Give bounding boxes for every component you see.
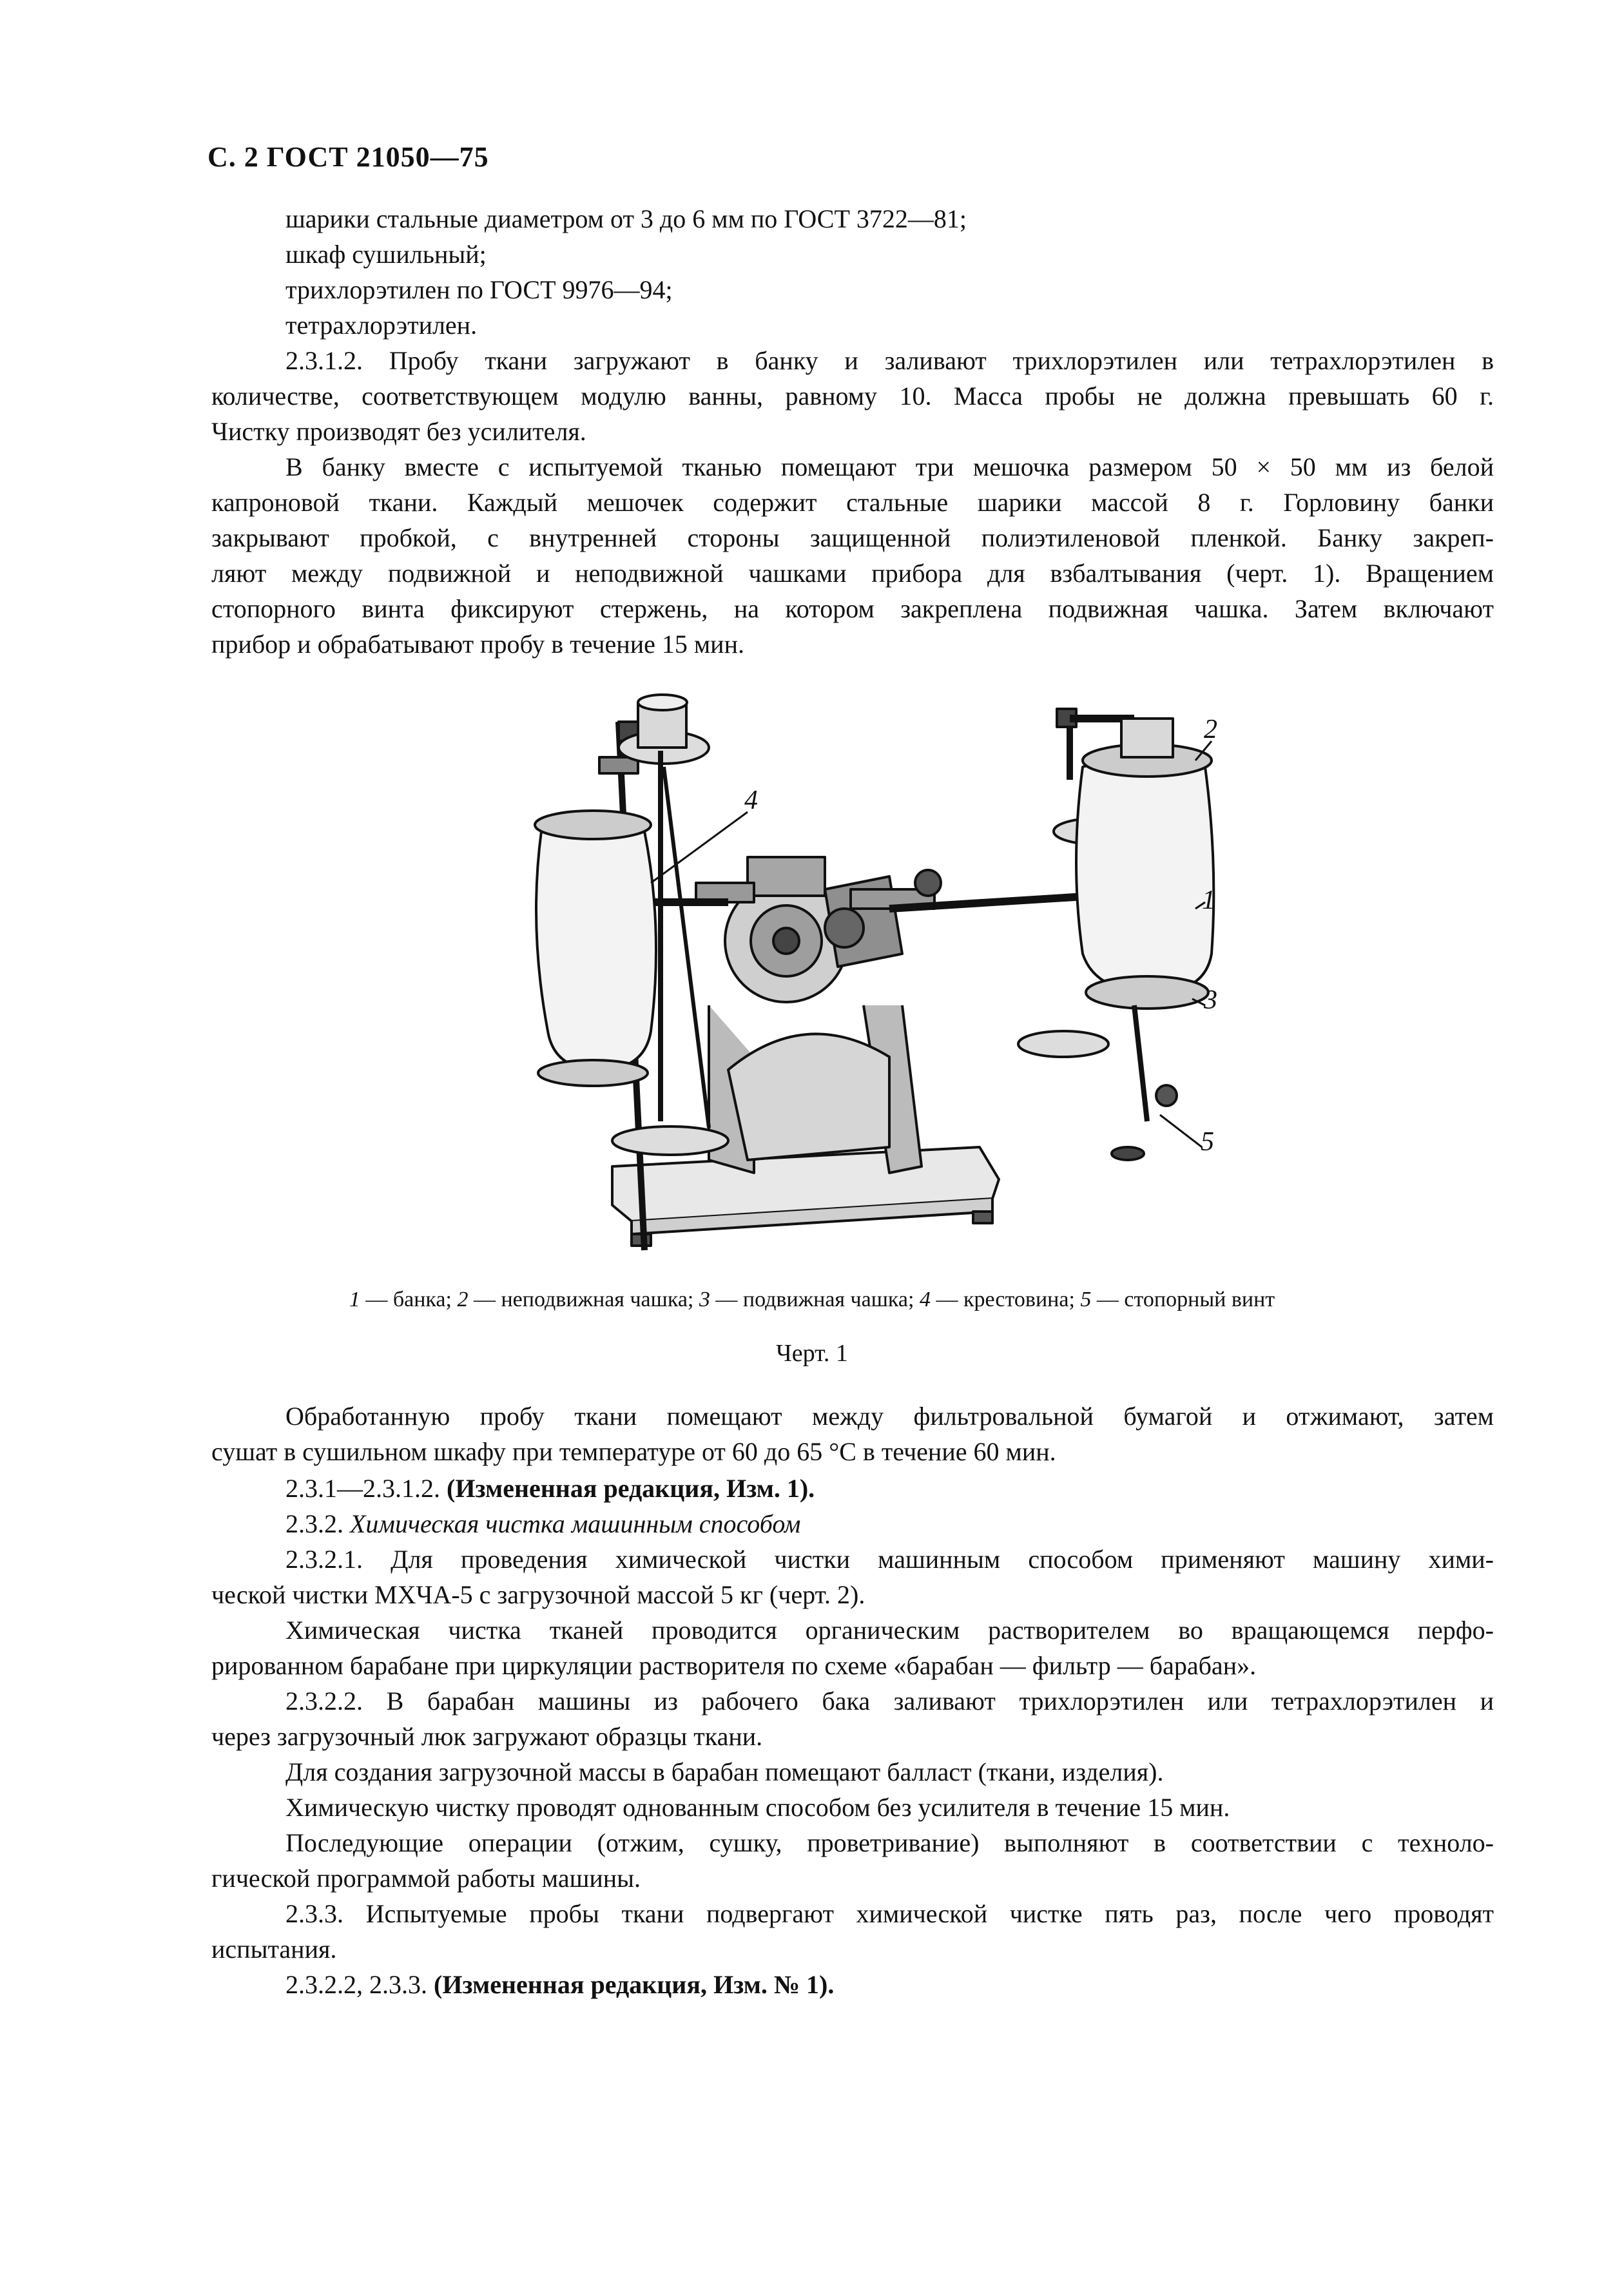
text-line: ляют между подвижной и неподвижной чашками прибора для взбалтывания (черт. 1). Вращением: [211, 559, 1494, 588]
caption-text: — подвижная чашка;: [710, 1288, 920, 1311]
standard-number: ГОСТ 21050—75: [266, 141, 489, 173]
section-2-3-2: [211, 1506, 1494, 1541]
page-number: С. 2: [208, 141, 259, 173]
list-item: тетрахлорэтилен.: [285, 311, 478, 340]
text-line: 2.3.1.2. Пробу ткани загружают в банку и заливают трихлорэтилен или тетрахлорэтилен в: [285, 346, 1494, 375]
caption-num: 2: [457, 1288, 469, 1311]
callout-5: 5: [1201, 1127, 1214, 1157]
text-line: Для создания загрузочной массы в барабан помещают балласт (ткани, изделия).: [285, 1757, 1164, 1786]
text-line: ческой чистки МХЧА-5 с загрузочной массой 5 кг (черт. 2).: [211, 1580, 865, 1609]
amendment-text: (Измененная редакция, Изм. 1).: [447, 1474, 815, 1503]
page-header: [208, 140, 489, 173]
equipment-list: [211, 201, 1494, 343]
list-item: шарики стальные диаметром от 3 до 6 мм по ГОСТ 3722—81;: [285, 204, 967, 233]
text-line: Чистку производят без усилителя.: [211, 417, 586, 446]
paragraph-2-3-2-2: [211, 1683, 1494, 1754]
caption-text: — стопорный винт: [1091, 1288, 1275, 1311]
text-line: В банку вместе с испытуемой тканью помещают три мешочка размером 50 × 50 мм из белой: [285, 452, 1494, 481]
caption-text: — крестовина;: [930, 1288, 1081, 1311]
amendment-text: (Измененная редакция, Изм. № 1).: [434, 1970, 835, 1999]
amendment-ref: 2.3.2.2, 2.3.3.: [285, 1970, 427, 1999]
text-line: закрывают пробкой, с внутренней стороны защищенной полиэтиленовой пленкой. Банку закреп-: [211, 523, 1494, 552]
paragraph-2-3-2-1: [211, 1541, 1494, 1612]
section-title: Химическая чистка машинным способом: [350, 1509, 801, 1538]
text-line: [211, 1471, 1494, 1506]
caption-num: 1: [349, 1288, 360, 1311]
paragraph-subsequent: [211, 1825, 1494, 1896]
figure-caption: [0, 1288, 1624, 1312]
right-assembly: [889, 709, 1213, 1160]
callout-4: 4: [744, 786, 758, 815]
callout-1: 1: [1202, 885, 1215, 915]
caption-text: — неподвижная чашка;: [468, 1288, 699, 1311]
caption-num: 5: [1080, 1288, 1092, 1311]
amendment-ref: 2.3.1—2.3.1.2.: [285, 1474, 440, 1503]
amendment-2: [211, 1967, 1494, 2002]
paragraph-2-3-1-2: [211, 343, 1494, 449]
paragraph-bank: [211, 449, 1494, 662]
text-line: испытания.: [211, 1935, 337, 1964]
paragraph-processed: [211, 1398, 1494, 1469]
text-line: количестве, соответствующем модулю ванны, равному 10. Масса пробы не должна превышать 60 г.: [211, 382, 1494, 411]
amendment-1: [211, 1471, 1494, 1506]
text-line: прибор и обрабатывают пробу в течение 15 мин.: [211, 630, 744, 659]
paragraph-single-bath: [211, 1790, 1494, 1825]
section-number: 2.3.2.: [285, 1509, 343, 1538]
text-line: 2.3.2.1. Для проведения химической чистки машинным способом применяют машину хими-: [285, 1545, 1494, 1574]
text-line: 2.3.2.2. В барабан машины из рабочего бака заливают трихлорэтилен или тетрахлорэтилен и: [285, 1686, 1494, 1715]
text-line: Химическую чистку проводят однованным способом без усилителя в течение 15 мин.: [285, 1793, 1230, 1822]
text-line: Последующие операции (отжим, сушку, проветривание) выполняют в соответствии с техноло-: [285, 1828, 1494, 1857]
text-line: [211, 1967, 1494, 2002]
text-line: Химическая чистка тканей проводится органическим растворителем во вращающемся перфо-: [285, 1616, 1494, 1645]
text-line: [211, 1506, 1494, 1541]
caption-num: 4: [919, 1288, 931, 1311]
list-item: шкаф сушильный;: [285, 240, 487, 269]
paragraph-ballast: [211, 1754, 1494, 1790]
callout-2: 2: [1204, 715, 1217, 744]
text-line: через загрузочный люк загружают образцы ткани.: [211, 1722, 763, 1751]
text-line: 2.3.3. Испытуемые пробы ткани подвергают химической чистке пять раз, после чего проводят: [285, 1899, 1494, 1928]
paragraph-2-3-3: [211, 1896, 1494, 1967]
list-item: трихлорэтилен по ГОСТ 9976—94;: [285, 275, 673, 304]
text-line: сушат в сушильном шкафу при температуре от 60 до 65 °С в течение 60 мин.: [211, 1437, 1056, 1466]
text-line: гической программой работы машины.: [211, 1864, 641, 1893]
shaking-apparatus-figure: [503, 670, 1217, 1289]
text-line: Обработанную пробу ткани помещают между фильтровальной бумагой и отжимают, затем: [285, 1402, 1494, 1431]
text-line: капроновой ткани. Каждый мешочек содержит стальные шарики массой 8 г. Горловину банки: [211, 488, 1494, 517]
caption-num: 3: [699, 1288, 710, 1311]
text-line: рированном барабане при циркуляции растворителя по схеме «барабан — фильтр — барабан».: [211, 1651, 1257, 1680]
paragraph-chemical: [211, 1612, 1494, 1683]
base: [612, 1147, 999, 1246]
callout-3: 3: [1204, 985, 1217, 1015]
caption-text: — банка;: [360, 1288, 458, 1311]
text-line: стопорного винта фиксируют стержень, на котором закреплена подвижная чашка. Затем включают: [211, 594, 1494, 623]
figure-title: Черт. 1: [776, 1340, 848, 1367]
